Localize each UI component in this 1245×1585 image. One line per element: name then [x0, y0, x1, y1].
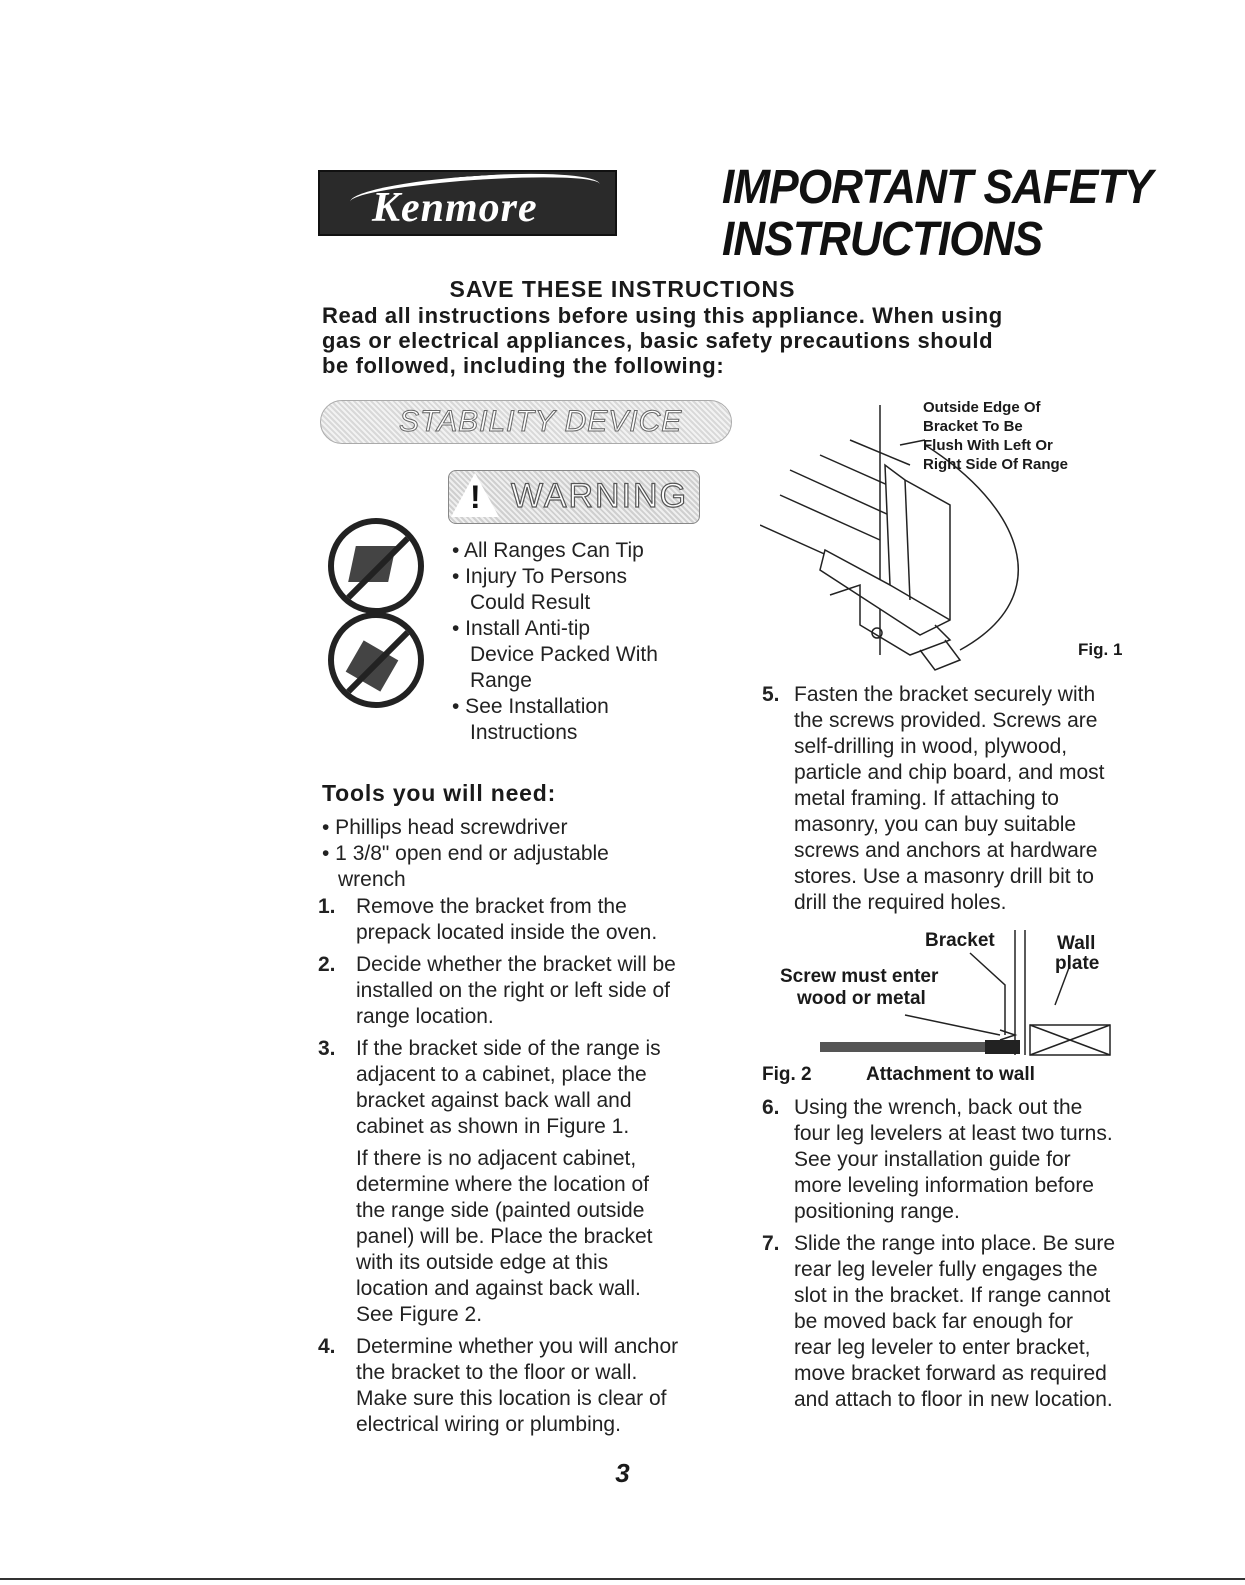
step-5: 5. Fasten the bracket securely with the screws provided. Screws are self-drilling in wood, plywood, particle and chip board, and most metal framing. If attaching to masonry, you can buy suitable screws and anchors at hardware stores. Use a masonry drill bit to drill the required holes.: [762, 683, 1105, 914]
fig2-caption: Attachment to wall: [866, 1064, 1035, 1085]
tool-item: • 1 3/8" open end or adjustable: [322, 842, 609, 865]
warning-label: WARNING: [511, 477, 689, 515]
step-4: 4. Determine whether you will anchor the bracket to the floor or wall. Make sure this location is clear of electrical wiring or plumbing.: [318, 1335, 679, 1436]
save-instructions-heading: SAVE THESE INSTRUCTIONS: [449, 276, 796, 302]
page-number: 3: [615, 1458, 630, 1488]
injury-prohibited-icon: [328, 612, 424, 708]
fig2-plate-label: plate: [1055, 953, 1100, 974]
fig2-label: Fig. 2: [762, 1064, 812, 1085]
warning-item: • All Ranges Can Tip: [452, 539, 644, 562]
intro-line-2: gas or electrical appliances, basic safety precautions should: [322, 328, 994, 353]
tools-heading: Tools you will need:: [322, 780, 557, 806]
tools-list: [322, 815, 609, 893]
step-2: 2. Decide whether the bracket will be installed on the right or left side of range location.: [318, 953, 676, 1028]
step-6: 6. Using the wrench, back out the four leg levelers at least two turns. See your installation guide for more leveling information before positioning range.: [762, 1096, 1113, 1223]
bottom-rule: [0, 1578, 1245, 1580]
stability-device-label: STABILITY DEVICE: [399, 405, 683, 438]
steps-right: [762, 1095, 1192, 1413]
step-3: 3. If the bracket side of the range is adjacent to a cabinet, place the bracket against back wall and cabinet as shown in Figure 1.: [318, 1037, 661, 1138]
page-title-line1: IMPORTANT SAFETY: [722, 161, 1153, 214]
fig2-screw-label-1: Screw must enter: [780, 966, 939, 987]
warning-icon: [451, 473, 499, 517]
fig2-wall-label: Wall: [1057, 933, 1096, 954]
warning-banner: [448, 470, 700, 524]
fig2-bracket-label: Bracket: [925, 930, 995, 951]
stability-device-banner: [320, 400, 732, 444]
warning-item: • Injury To Persons Could Result: [452, 565, 628, 614]
logo-text: Kenmore: [372, 185, 538, 231]
intro-line-3: be followed, including the following:: [322, 353, 725, 378]
warning-item: • Install Anti-tip Device Packed With Range: [452, 617, 658, 692]
fig1-callout: Outside Edge Of Bracket To Be Flush With Left Or Right Side Of Range: [923, 399, 1069, 473]
steps-left: [318, 894, 728, 1438]
tool-item: • Phillips head screwdriver: [322, 816, 568, 839]
warning-list: [452, 538, 658, 746]
page-title-line2: INSTRUCTIONS: [722, 213, 1043, 266]
warning-item: • See Installation Instructions: [452, 695, 609, 744]
kenmore-logo: [318, 170, 617, 236]
step-1: 1. Remove the bracket from the prepack located inside the oven.: [318, 895, 658, 944]
fig2-screw-label-2: wood or metal: [797, 988, 926, 1009]
tool-item-cont: wrench: [338, 868, 406, 891]
step-7: 7. Slide the range into place. Be sure rear leg leveler fully engages the slot in the bracket. If range cannot be moved back far enough for rear leg leveler to enter bracket, move bracket forward as required and attach to floor in new location.: [762, 1232, 1116, 1411]
fig1-label: Fig. 1: [1078, 640, 1123, 659]
intro-line-1: Read all instructions before using this appliance. When using: [322, 303, 1003, 328]
step-3-continued: If there is no adjacent cabinet, determine where the location of the range side (painted outside panel) will be. Place the bracket with its outside edge at this location and against back wall. See Figure 2.: [356, 1147, 653, 1326]
tip-over-prohibited-icon: [328, 518, 424, 614]
